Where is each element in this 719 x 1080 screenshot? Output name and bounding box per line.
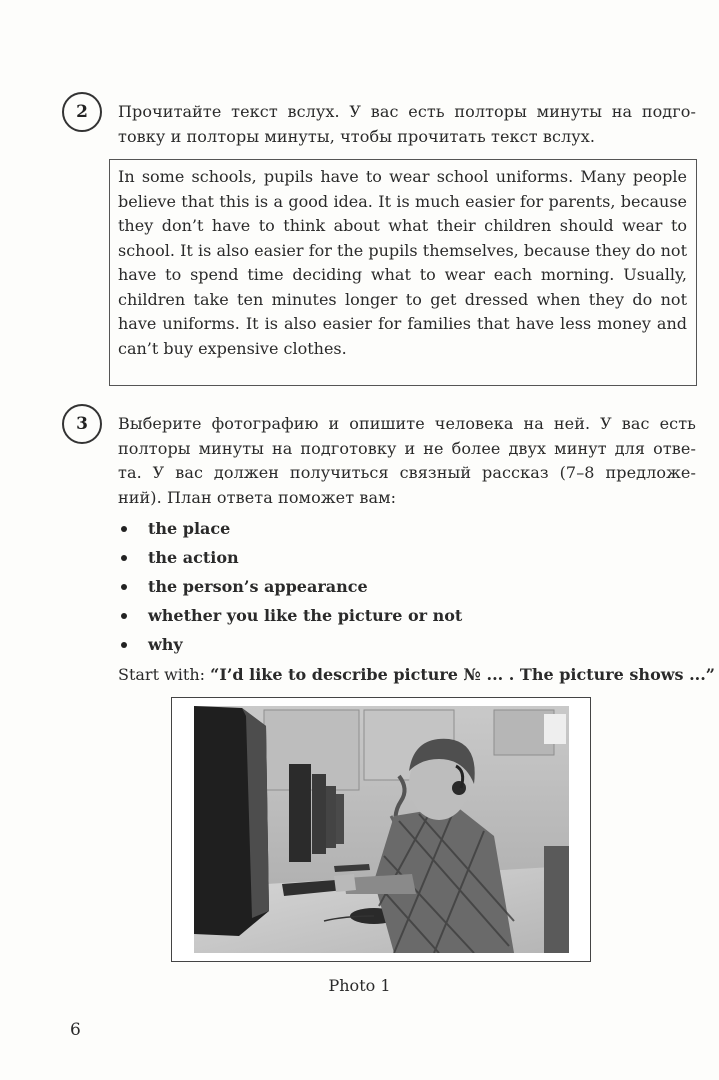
task-2-instruction-line-2: товку и полторы минуты, чтобы прочитать текст вслух. [118, 126, 596, 146]
bullet-icon [121, 584, 127, 590]
reading-text-box [109, 159, 697, 386]
list-item [118, 630, 462, 659]
page-number: 6 [70, 1020, 81, 1040]
list-item [118, 543, 462, 572]
bullet-icon [121, 526, 127, 532]
bullet-icon [121, 555, 127, 561]
start-with-line [118, 663, 715, 687]
task-2-instruction [118, 100, 696, 149]
bullet-text: the person’s appearance [148, 577, 368, 596]
list-item [118, 514, 462, 543]
bullet-text: why [148, 635, 183, 654]
list-item [118, 601, 462, 630]
task-3-number-circle [62, 404, 102, 444]
bullet-icon [121, 613, 127, 619]
task-2-number-circle [62, 92, 102, 132]
task-2-instruction-line-1: Прочитайте текст вслух. У вас есть полторы минуты на подго- [118, 102, 696, 121]
task-3-instruction-line-1: Выберите фотографию и опишите человека на ней. У вас есть [118, 414, 696, 433]
task-3-instruction-line-2: полторы минуты на подготовку и не более двух минут для отве- [118, 438, 696, 458]
reading-text: In some schools, pupils have to wear school uniforms. Many people believe that this is a good idea. It is much easier for parents, because they don’t have to think about what their children should wear to school. It is also easier for the pupils themselves, because they do not have to spend time deciding what to wear each morning. Usually, children take ten minutes longer to get dressed when they do not have uniforms. It is also easier for families that have less money and can’t buy expensive clothes. [118, 167, 687, 358]
list-item [118, 572, 462, 601]
photo-caption: Photo 1 [328, 976, 391, 995]
task-3-instruction [118, 412, 696, 510]
task-3-number: 3 [76, 414, 88, 434]
start-with-label: Start with: [118, 665, 211, 684]
bullet-text: the place [148, 519, 231, 538]
bullet-icon [121, 642, 127, 648]
task-3-instruction-line-3: та. У вас должен получиться связный рассказ (7–8 предложе- [118, 463, 696, 482]
task-2-number: 2 [76, 102, 88, 122]
task-3-instruction-line-4: ний). План ответа поможет вам: [118, 487, 397, 507]
answer-plan-list [118, 514, 462, 659]
bullet-text: the action [148, 548, 239, 567]
bullet-text: whether you like the picture or not [148, 606, 463, 625]
photo-frame [171, 697, 591, 962]
start-with-phrase: “I’d like to describe picture № ... . The picture shows ...” [210, 665, 715, 684]
photo-boy-at-computer [194, 706, 569, 953]
